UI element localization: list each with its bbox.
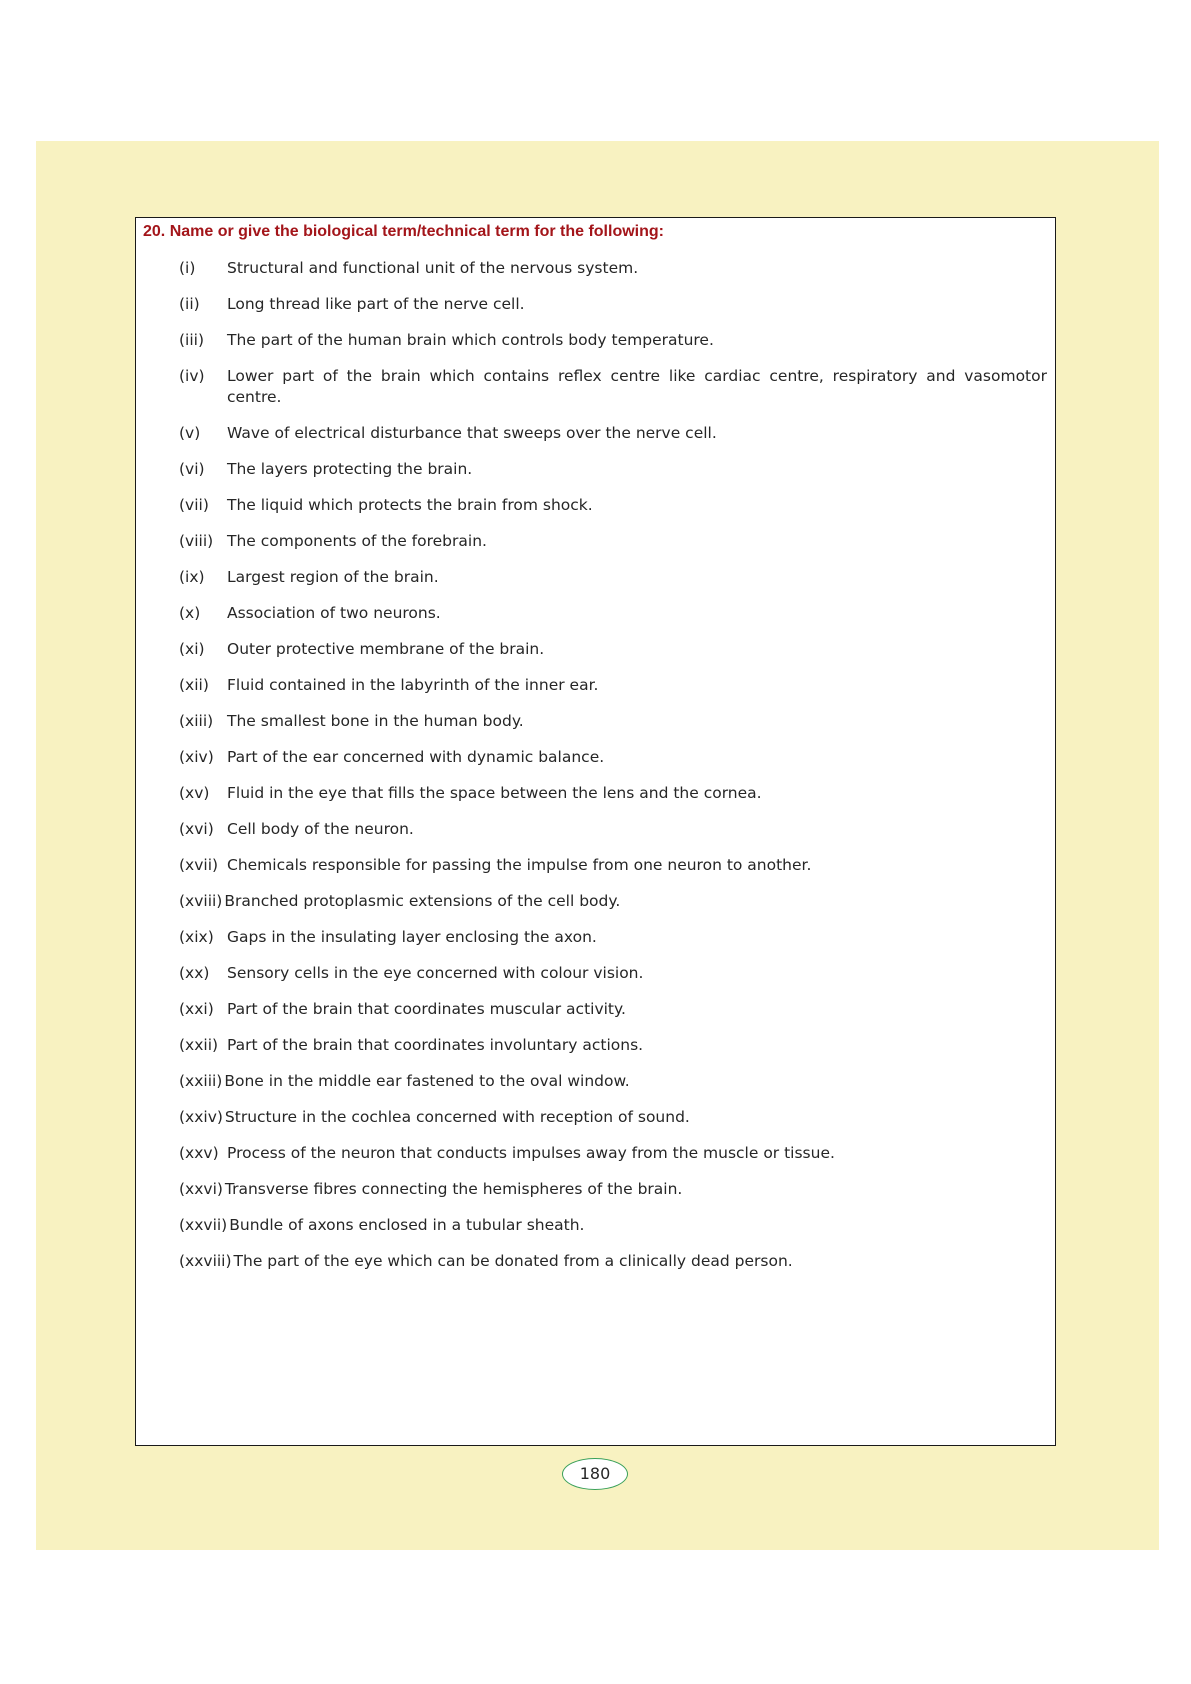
item-number: (viii)	[179, 532, 214, 550]
list-item	[179, 855, 1047, 876]
list-item	[179, 783, 1047, 804]
item-number: (xvii)	[179, 856, 219, 874]
list-item	[179, 330, 1047, 351]
list-item	[179, 891, 1047, 912]
item-number: (xvi)	[179, 820, 214, 838]
item-text: Wave of electrical disturbance that sweeps over the nerve cell.	[227, 424, 717, 442]
item-text: Fluid contained in the labyrinth of the inner ear.	[227, 676, 599, 694]
list-item	[179, 531, 1047, 552]
item-text: The components of the forebrain.	[227, 532, 487, 550]
list-item	[179, 639, 1047, 660]
item-number: (x)	[179, 604, 201, 622]
item-number: (xi)	[179, 640, 205, 658]
item-number: (vi)	[179, 460, 205, 478]
item-list	[179, 258, 1047, 1287]
list-item	[179, 747, 1047, 768]
item-text: Fluid in the eye that fills the space between the lens and the cornea.	[227, 784, 762, 802]
item-text: Chemicals responsible for passing the impulse from one neuron to another.	[227, 856, 812, 874]
item-text: Association of two neurons.	[227, 604, 441, 622]
item-number: (iv)	[179, 367, 205, 385]
list-item	[179, 819, 1047, 840]
item-text: Bundle of axons enclosed in a tubular sheath.	[229, 1216, 585, 1234]
item-text: Bone in the middle ear fastened to the oval window.	[224, 1072, 630, 1090]
list-item	[179, 927, 1047, 948]
item-text: Process of the neuron that conducts impulses away from the muscle or tissue.	[227, 1144, 835, 1162]
list-item	[179, 1107, 1047, 1128]
item-number: (xxvi)	[179, 1180, 223, 1198]
list-item	[179, 711, 1047, 732]
item-text: Cell body of the neuron.	[227, 820, 414, 838]
item-text: Part of the ear concerned with dynamic balance.	[227, 748, 605, 766]
item-text: Gaps in the insulating layer enclosing the axon.	[227, 928, 597, 946]
item-number: (xix)	[179, 928, 214, 946]
list-item	[179, 1215, 1047, 1236]
item-number: (xv)	[179, 784, 210, 802]
item-number: (ix)	[179, 568, 205, 586]
list-item	[179, 1035, 1047, 1056]
list-item	[179, 1179, 1047, 1200]
list-item	[179, 567, 1047, 588]
item-number: (i)	[179, 259, 196, 277]
item-text: The smallest bone in the human body.	[227, 712, 524, 730]
item-text: Largest region of the brain.	[227, 568, 439, 586]
item-text: The liquid which protects the brain from shock.	[227, 496, 593, 514]
item-number: (xxviii)	[179, 1252, 232, 1270]
item-number: (xxvii)	[179, 1216, 228, 1234]
item-number: (xxii)	[179, 1036, 219, 1054]
item-text: The part of the human brain which controls body temperature.	[227, 331, 714, 349]
list-item	[179, 258, 1047, 279]
list-item	[179, 675, 1047, 696]
list-item	[179, 366, 1047, 408]
item-number: (v)	[179, 424, 201, 442]
question-box	[135, 217, 1056, 1446]
item-number: (xxiii)	[179, 1072, 223, 1090]
item-number: (xiv)	[179, 748, 214, 766]
item-number: (xviii)	[179, 892, 223, 910]
item-text: Structure in the cochlea concerned with reception of sound.	[224, 1108, 690, 1126]
item-number: (xii)	[179, 676, 209, 694]
list-item	[179, 495, 1047, 516]
list-item	[179, 1071, 1047, 1092]
item-text: Branched protoplasmic extensions of the cell body.	[224, 892, 621, 910]
item-number: (xxiv)	[179, 1108, 223, 1126]
question-title: 20. Name or give the biological term/technical term for the following:	[143, 223, 664, 240]
item-number: (vii)	[179, 496, 209, 514]
item-text: Sensory cells in the eye concerned with colour vision.	[227, 964, 644, 982]
item-number: (xxv)	[179, 1144, 219, 1162]
list-item	[179, 603, 1047, 624]
item-text: Lower part of the brain which contains reflex centre like cardiac centre, respiratory and vasomotor centre.	[227, 367, 1047, 406]
list-item	[179, 999, 1047, 1020]
item-number: (xx)	[179, 964, 210, 982]
item-number: (ii)	[179, 295, 200, 313]
item-text: The layers protecting the brain.	[227, 460, 473, 478]
item-number: (xxi)	[179, 1000, 214, 1018]
item-number: (iii)	[179, 331, 205, 349]
list-item	[179, 1143, 1047, 1164]
item-text: Structural and functional unit of the nervous system.	[227, 259, 639, 277]
item-text: The part of the eye which can be donated from a clinically dead person.	[233, 1252, 793, 1270]
list-item	[179, 1251, 1047, 1272]
list-item	[179, 459, 1047, 480]
item-text: Part of the brain that coordinates involuntary actions.	[227, 1036, 644, 1054]
item-number: (xiii)	[179, 712, 214, 730]
page-number: 180	[562, 1458, 628, 1490]
item-text: Long thread like part of the nerve cell.	[227, 295, 525, 313]
item-text: Transverse fibres connecting the hemispheres of the brain.	[224, 1180, 683, 1198]
item-text: Outer protective membrane of the brain.	[227, 640, 545, 658]
item-text: Part of the brain that coordinates muscular activity.	[227, 1000, 626, 1018]
list-item	[179, 423, 1047, 444]
list-item	[179, 963, 1047, 984]
list-item	[179, 294, 1047, 315]
